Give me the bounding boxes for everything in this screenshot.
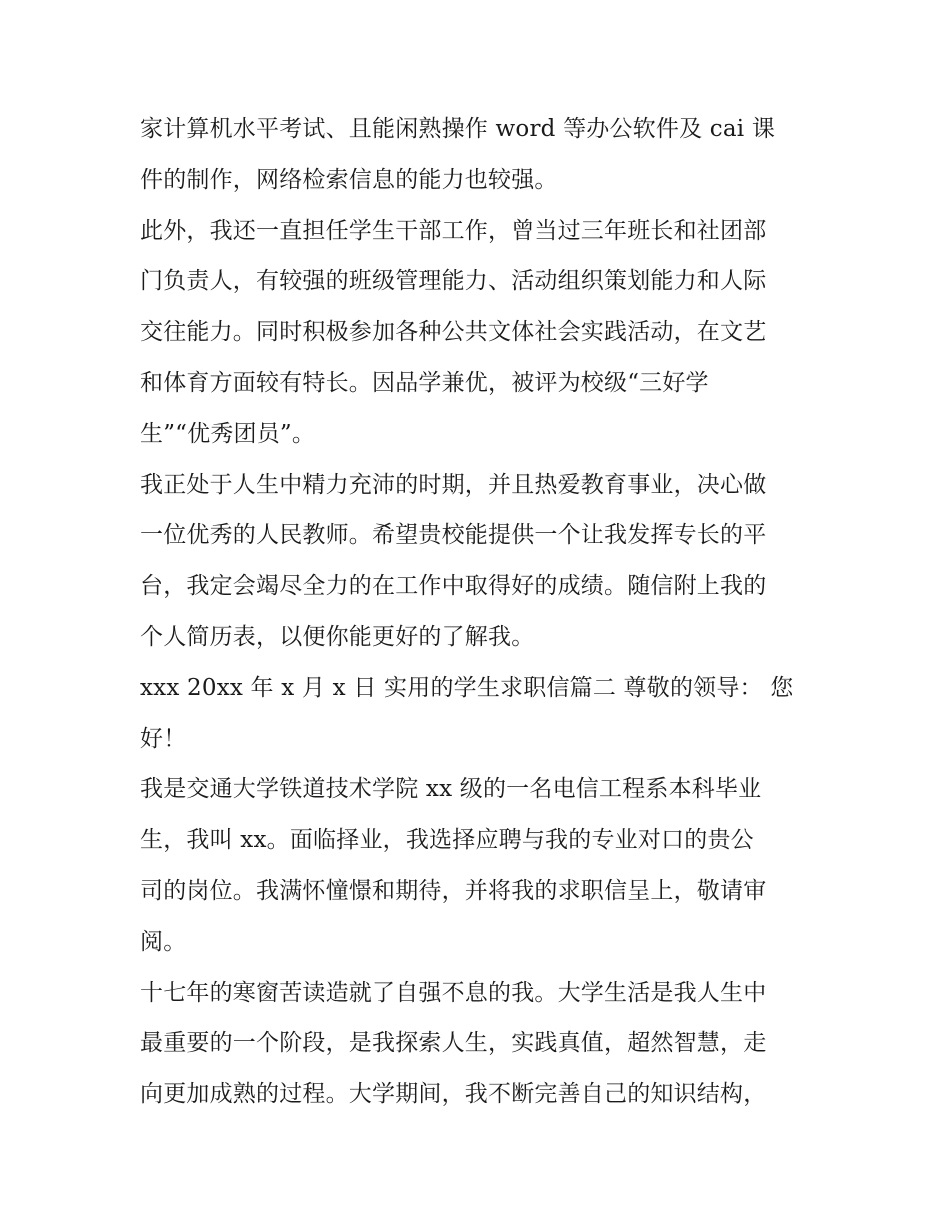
text-line-4: 门负责人，有较强的班级管理能力、活动组织策划能力和人际 — [140, 268, 767, 295]
text-line-3: 此外，我还一直担任学生干部工作，曾当过三年班长和社团部 — [140, 217, 767, 244]
text-line-10: 台，我定会竭尽全力的在工作中取得好的成绩。随信附上我的 — [140, 573, 767, 600]
text-line-11: 个人简历表，以便你能更好的了解我。 — [140, 623, 535, 650]
text-line-13: 好！ — [140, 725, 187, 752]
text-line-1: 家计算机水平考试、且能闲熟操作 word 等办公软件及 cai 课 — [140, 116, 776, 142]
text-line-7: 生”“优秀团员”。 — [140, 420, 316, 447]
text-line-19: 最重要的一个阶段，是我探索人生，实践真值，超然智慧，走 — [140, 1030, 767, 1057]
text-line-18: 十七年的寒窗苦读造就了自强不息的我。大学生活是我人生中 — [140, 979, 767, 1006]
text-line-5: 交往能力。同时积极参加各种公共文体社会实践活动，在文艺 — [140, 319, 767, 346]
text-line-17: 阅。 — [140, 928, 187, 955]
text-line-8: 我正处于人生中精力充沛的时期，并且热爱教育事业，决心做 — [140, 471, 767, 498]
text-line-12: xxx 20xx 年 x 月 x 日 实用的学生求职信篇二 尊敬的领导： 您 — [140, 674, 794, 701]
text-line-6: 和体育方面较有特长。因品学兼优，被评为校级“三好学 — [140, 369, 709, 396]
text-line-20: 向更加成熟的过程。大学期间，我不断完善自己的知识结构， — [140, 1081, 767, 1108]
text-line-14: 我是交通大学铁道技术学院 xx 级的一名电信工程系本科毕业 — [140, 776, 762, 803]
text-line-2: 件的制作，网络检索信息的能力也较强。 — [140, 166, 558, 193]
document-body — [140, 104, 820, 1120]
text-line-9: 一位优秀的人民教师。希望贵校能提供一个让我发挥专长的平 — [140, 522, 767, 549]
text-line-15: 生，我叫 xx。面临择业，我选择应聘与我的专业对口的贵公 — [140, 827, 754, 854]
text-line-16: 司的岗位。我满怀憧憬和期待，并将我的求职信呈上，敬请审 — [140, 877, 767, 904]
